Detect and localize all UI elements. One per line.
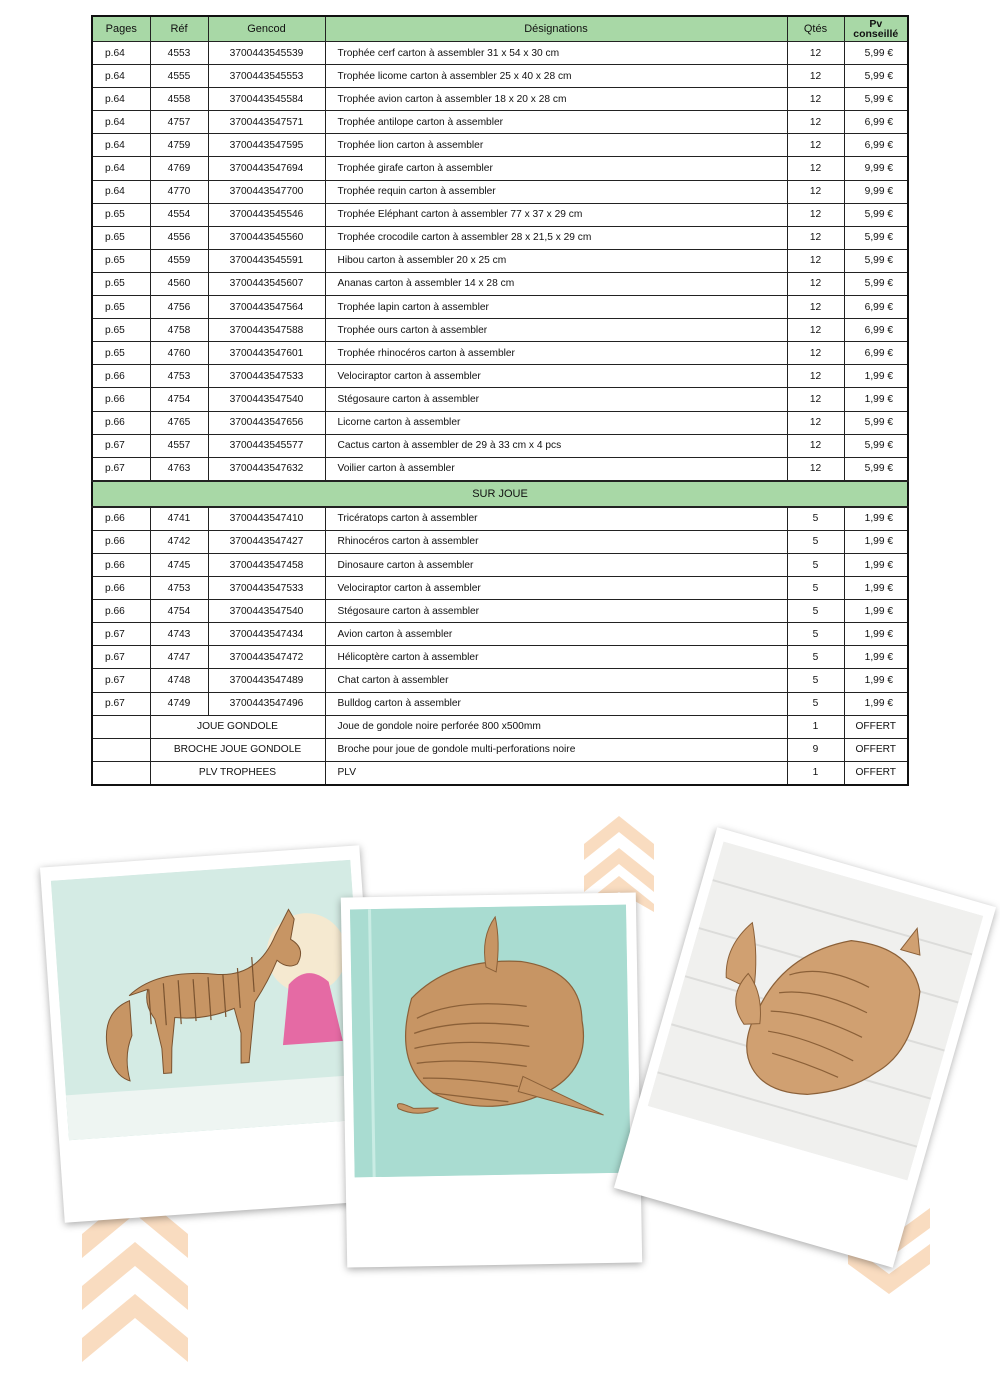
qty-cell: 5 [787, 600, 844, 623]
qty-cell: 5 [787, 507, 844, 531]
page-cell: p.65 [92, 272, 150, 295]
table-row [92, 249, 908, 272]
extra-name-cell: JOUE GONDOLE [150, 715, 325, 738]
designation-cell: Cactus carton à assembler de 29 à 33 cm x 4 pcs [325, 434, 787, 457]
gencod-cell: 3700443547540 [208, 388, 325, 411]
page-cell: p.64 [92, 42, 150, 65]
qty-cell: 12 [787, 65, 844, 88]
price-cell: 1,99 € [844, 388, 908, 411]
shark-photo [350, 905, 631, 1178]
designation-cell: Licorne carton à assembler [325, 411, 787, 434]
photo-card-unicorn [40, 845, 384, 1222]
ref-cell: 4557 [150, 434, 208, 457]
ref-cell: 4743 [150, 623, 208, 646]
designation-cell: Trophée girafe carton à assembler [325, 157, 787, 180]
designation-cell: Chat carton à assembler [325, 669, 787, 692]
empty-page-cell [92, 761, 150, 785]
gencod-cell: 3700443547700 [208, 180, 325, 203]
gencod-cell: 3700443547489 [208, 669, 325, 692]
designation-cell: Dinosaure carton à assembler [325, 553, 787, 576]
price-cell: 9,99 € [844, 180, 908, 203]
designation-cell: Ananas carton à assembler 14 x 28 cm [325, 272, 787, 295]
ref-cell: 4758 [150, 319, 208, 342]
price-cell: 9,99 € [844, 157, 908, 180]
designation-cell: Stégosaure carton à assembler [325, 388, 787, 411]
gencod-cell: 3700443545553 [208, 65, 325, 88]
gencod-cell: 3700443547410 [208, 507, 325, 531]
table-row [92, 134, 908, 157]
price-cell: 1,99 € [844, 669, 908, 692]
page-cell: p.67 [92, 669, 150, 692]
price-cell: 6,99 € [844, 319, 908, 342]
header-ref: Réf [150, 16, 208, 42]
qty-cell: 12 [787, 388, 844, 411]
price-cell: 1,99 € [844, 623, 908, 646]
qty-cell: 5 [787, 553, 844, 576]
designation-cell: Hibou carton à assembler 20 x 25 cm [325, 249, 787, 272]
price-cell: 5,99 € [844, 203, 908, 226]
ref-cell: 4753 [150, 577, 208, 600]
page-cell: p.66 [92, 411, 150, 434]
table-row [92, 388, 908, 411]
designation-cell: Trophée licome carton à assembler 25 x 40 x 28 cm [325, 65, 787, 88]
qty-cell: 5 [787, 646, 844, 669]
designation-cell: Trophée cerf carton à assembler 31 x 54 x 30 cm [325, 42, 787, 65]
gencod-cell: 3700443547694 [208, 157, 325, 180]
ref-cell: 4770 [150, 180, 208, 203]
page-cell: p.65 [92, 296, 150, 319]
gencod-cell: 3700443547472 [208, 646, 325, 669]
designation-cell: Velociraptor carton à assembler [325, 365, 787, 388]
table-row [92, 365, 908, 388]
ref-cell: 4747 [150, 646, 208, 669]
qty-cell: 5 [787, 577, 844, 600]
photo-card-shark [341, 892, 642, 1267]
price-cell: 5,99 € [844, 272, 908, 295]
price-cell: 5,99 € [844, 42, 908, 65]
ref-cell: 4757 [150, 111, 208, 134]
table-row [92, 203, 908, 226]
gencod-cell: 3700443545584 [208, 88, 325, 111]
qty-cell: 12 [787, 180, 844, 203]
ref-cell: 4558 [150, 88, 208, 111]
ref-cell: 4555 [150, 65, 208, 88]
extra-row [92, 738, 908, 761]
price-cell: 1,99 € [844, 646, 908, 669]
designation-cell: Avion carton à assembler [325, 623, 787, 646]
qty-cell: 12 [787, 411, 844, 434]
price-cell: 5,99 € [844, 457, 908, 481]
price-cell: 5,99 € [844, 434, 908, 457]
main-rows [92, 42, 908, 481]
ref-cell: 4745 [150, 553, 208, 576]
price-cell: 1,99 € [844, 507, 908, 531]
ref-cell: 4742 [150, 530, 208, 553]
gencod-cell: 3700443545591 [208, 249, 325, 272]
ref-cell: 4748 [150, 669, 208, 692]
ref-cell: 4559 [150, 249, 208, 272]
product-table [91, 15, 909, 786]
page-cell: p.64 [92, 88, 150, 111]
price-cell: 1,99 € [844, 553, 908, 576]
designation-cell: Velociraptor carton à assembler [325, 577, 787, 600]
shark-illustration [350, 905, 631, 1178]
qty-cell: 12 [787, 134, 844, 157]
header-pv [844, 16, 908, 42]
page-cell: p.65 [92, 319, 150, 342]
section-table-row [92, 577, 908, 600]
page-cell: p.65 [92, 342, 150, 365]
page-cell: p.65 [92, 226, 150, 249]
ref-cell: 4760 [150, 342, 208, 365]
table-row [92, 272, 908, 295]
page-cell: p.66 [92, 553, 150, 576]
gencod-cell: 3700443547595 [208, 134, 325, 157]
qty-cell: 12 [787, 157, 844, 180]
designation-cell: Voilier carton à assembler [325, 457, 787, 481]
page-cell: p.66 [92, 507, 150, 531]
qty-cell: 12 [787, 203, 844, 226]
designation-cell: Trophée antilope carton à assembler [325, 111, 787, 134]
table-row [92, 342, 908, 365]
designation-cell: Trophée requin carton à assembler [325, 180, 787, 203]
rhino-illustration [648, 842, 983, 1181]
price-cell: 1,99 € [844, 365, 908, 388]
section-table-row [92, 623, 908, 646]
gencod-cell: 3700443545560 [208, 226, 325, 249]
page-cell: p.64 [92, 134, 150, 157]
designation-cell: Trophée rhinocéros carton à assembler [325, 342, 787, 365]
ref-cell: 4753 [150, 365, 208, 388]
gencod-cell: 3700443547601 [208, 342, 325, 365]
unicorn-illustration [51, 860, 368, 1140]
header-qty: Qtés [787, 16, 844, 42]
page-cell: p.64 [92, 157, 150, 180]
ref-cell: 4765 [150, 411, 208, 434]
designation-cell: Trophée crocodile carton à assembler 28 x 21,5 x 29 cm [325, 226, 787, 249]
qty-cell: 5 [787, 530, 844, 553]
extra-row [92, 761, 908, 785]
designation-cell: Stégosaure carton à assembler [325, 600, 787, 623]
designation-cell: Trophée ours carton à assembler [325, 319, 787, 342]
table-row [92, 111, 908, 134]
table-row [92, 226, 908, 249]
gencod-cell: 3700443545607 [208, 272, 325, 295]
gencod-cell: 3700443547533 [208, 365, 325, 388]
ref-cell: 4560 [150, 272, 208, 295]
price-cell: 6,99 € [844, 342, 908, 365]
ref-cell: 4769 [150, 157, 208, 180]
price-cell: OFFERT [844, 738, 908, 761]
price-cell: 5,99 € [844, 411, 908, 434]
page-cell: p.66 [92, 577, 150, 600]
section-header [92, 481, 908, 507]
page-cell: p.66 [92, 365, 150, 388]
empty-page-cell [92, 715, 150, 738]
rhino-photo [648, 842, 983, 1181]
page-cell: p.64 [92, 111, 150, 134]
ref-cell: 4763 [150, 457, 208, 481]
header-pages: Pages [92, 16, 150, 42]
price-cell: OFFERT [844, 715, 908, 738]
qty-cell: 12 [787, 319, 844, 342]
qty-cell: 12 [787, 365, 844, 388]
gencod-cell: 3700443547571 [208, 111, 325, 134]
table-row [92, 157, 908, 180]
page-cell: p.66 [92, 388, 150, 411]
qty-cell: 12 [787, 111, 844, 134]
gencod-cell: 3700443547564 [208, 296, 325, 319]
designation-cell: Joue de gondole noire perforée 800 x500mm [325, 715, 787, 738]
qty-cell: 12 [787, 342, 844, 365]
page-cell: p.67 [92, 646, 150, 669]
price-cell: 1,99 € [844, 600, 908, 623]
section-rows [92, 507, 908, 715]
qty-cell: 5 [787, 669, 844, 692]
table-row [92, 434, 908, 457]
price-cell: 6,99 € [844, 134, 908, 157]
designation-cell: Bulldog carton à assembler [325, 692, 787, 715]
gencod-cell: 3700443547458 [208, 553, 325, 576]
page-cell: p.64 [92, 65, 150, 88]
price-cell: 5,99 € [844, 88, 908, 111]
designation-cell: Tricératops carton à assembler [325, 507, 787, 531]
section-table-row [92, 530, 908, 553]
table-row [92, 457, 908, 481]
page-cell: p.67 [92, 692, 150, 715]
qty-cell: 1 [787, 715, 844, 738]
extra-row [92, 715, 908, 738]
ref-cell: 4553 [150, 42, 208, 65]
gencod-cell: 3700443547632 [208, 457, 325, 481]
designation-cell: Trophée lapin carton à assembler [325, 296, 787, 319]
page-cell: p.66 [92, 530, 150, 553]
price-cell: 6,99 € [844, 111, 908, 134]
gencod-cell: 3700443547533 [208, 577, 325, 600]
page-cell: p.67 [92, 457, 150, 481]
extra-name-cell: BROCHE JOUE GONDOLE [150, 738, 325, 761]
section-table-row [92, 669, 908, 692]
page-cell: p.67 [92, 623, 150, 646]
qty-cell: 12 [787, 42, 844, 65]
designation-cell: Broche pour joue de gondole multi-perforations noire [325, 738, 787, 761]
table-row [92, 319, 908, 342]
designation-cell: Trophée lion carton à assembler [325, 134, 787, 157]
table-row [92, 180, 908, 203]
gencod-cell: 3700443547496 [208, 692, 325, 715]
header-gencod: Gencod [208, 16, 325, 42]
table-row [92, 88, 908, 111]
gencod-cell: 3700443545539 [208, 42, 325, 65]
price-cell: 5,99 € [844, 65, 908, 88]
designation-cell: Rhinocéros carton à assembler [325, 530, 787, 553]
section-table-row [92, 507, 908, 531]
price-cell: 5,99 € [844, 226, 908, 249]
qty-cell: 12 [787, 457, 844, 481]
page-cell: p.65 [92, 249, 150, 272]
ref-cell: 4556 [150, 226, 208, 249]
header-pv-line2: conseillé [853, 28, 899, 40]
section-row [92, 481, 908, 507]
price-cell: 6,99 € [844, 296, 908, 319]
section-table-row [92, 553, 908, 576]
gencod-cell: 3700443547427 [208, 530, 325, 553]
price-cell: OFFERT [844, 761, 908, 785]
ref-cell: 4754 [150, 388, 208, 411]
designation-cell: PLV [325, 761, 787, 785]
section-table-row [92, 600, 908, 623]
ref-cell: 4754 [150, 600, 208, 623]
gencod-cell: 3700443547434 [208, 623, 325, 646]
ref-cell: 4756 [150, 296, 208, 319]
ref-cell: 4554 [150, 203, 208, 226]
designation-cell: Hélicoptère carton à assembler [325, 646, 787, 669]
page-cell: p.66 [92, 600, 150, 623]
price-cell: 1,99 € [844, 692, 908, 715]
table-row [92, 411, 908, 434]
gencod-cell: 3700443547656 [208, 411, 325, 434]
gencod-cell: 3700443547540 [208, 600, 325, 623]
unicorn-photo [51, 860, 368, 1140]
header-designation: Désignations [325, 16, 787, 42]
price-cell: 5,99 € [844, 249, 908, 272]
designation-cell: Trophée avion carton à assembler 18 x 20 x 28 cm [325, 88, 787, 111]
extra-name-cell: PLV TROPHEES [150, 761, 325, 785]
gencod-cell: 3700443545577 [208, 434, 325, 457]
table-row [92, 42, 908, 65]
photo-card-rhino [614, 827, 996, 1267]
qty-cell: 9 [787, 738, 844, 761]
table-row [92, 296, 908, 319]
qty-cell: 5 [787, 623, 844, 646]
qty-cell: 12 [787, 249, 844, 272]
ref-cell: 4741 [150, 507, 208, 531]
qty-cell: 12 [787, 88, 844, 111]
qty-cell: 12 [787, 434, 844, 457]
page-cell: p.65 [92, 203, 150, 226]
table-header-row [92, 16, 908, 42]
header-pv-line1: Pv [869, 18, 883, 30]
page-cell: p.64 [92, 180, 150, 203]
section-table-row [92, 692, 908, 715]
qty-cell: 5 [787, 692, 844, 715]
empty-page-cell [92, 738, 150, 761]
qty-cell: 12 [787, 296, 844, 319]
ref-cell: 4759 [150, 134, 208, 157]
gencod-cell: 3700443545546 [208, 203, 325, 226]
extra-rows [92, 715, 908, 785]
section-table-row [92, 646, 908, 669]
gencod-cell: 3700443547588 [208, 319, 325, 342]
price-cell: 1,99 € [844, 530, 908, 553]
price-cell: 1,99 € [844, 577, 908, 600]
designation-cell: Trophée Eléphant carton à assembler 77 x 37 x 29 cm [325, 203, 787, 226]
qty-cell: 12 [787, 272, 844, 295]
ref-cell: 4749 [150, 692, 208, 715]
table-row [92, 65, 908, 88]
section-title: SUR JOUE [92, 481, 908, 507]
page-cell: p.67 [92, 434, 150, 457]
qty-cell: 1 [787, 761, 844, 785]
qty-cell: 12 [787, 226, 844, 249]
